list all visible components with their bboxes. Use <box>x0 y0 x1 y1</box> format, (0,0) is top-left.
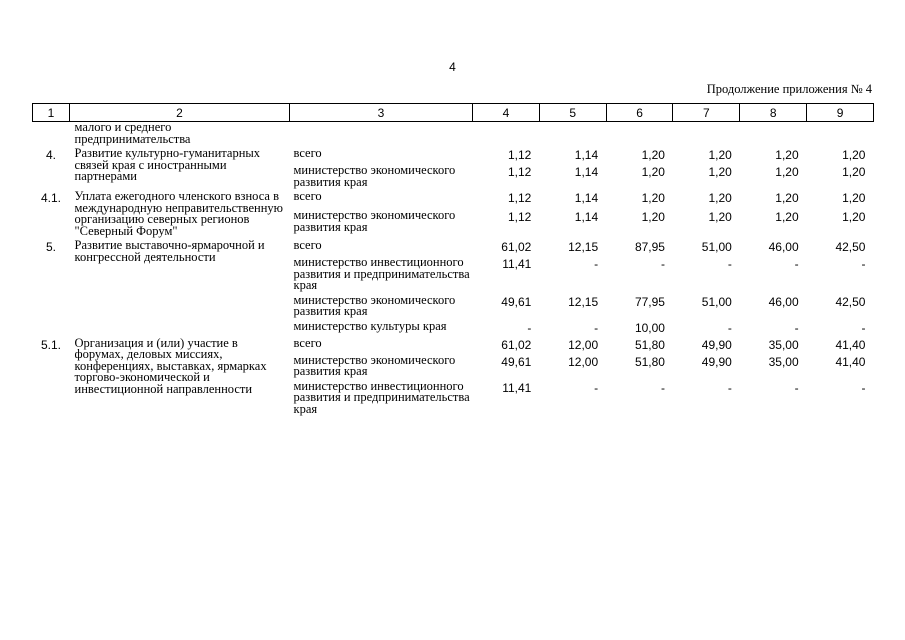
row-value: 1,12 <box>507 210 532 225</box>
row-value: 11,41 <box>502 380 532 395</box>
table-row <box>33 237 874 254</box>
row-value: - <box>594 257 599 271</box>
row-value <box>673 122 740 146</box>
row-value: 87,95 <box>634 240 665 254</box>
header-col: 2 <box>70 104 290 122</box>
row-value: 1,20 <box>842 191 866 205</box>
table-row <box>33 145 874 162</box>
row-value: 12,15 <box>568 294 599 309</box>
header-col: 5 <box>539 104 606 122</box>
row-source: министерство экономического развития края <box>293 292 456 318</box>
header-col: 9 <box>807 104 874 122</box>
header-col: 7 <box>673 104 740 122</box>
row-value: - <box>794 320 799 335</box>
row-value: 49,90 <box>701 354 732 369</box>
row-value: 35,00 <box>768 337 799 352</box>
row-source: всего <box>293 335 322 350</box>
row-value: 1,12 <box>507 165 532 179</box>
row-value: - <box>861 320 866 335</box>
header-col: 4 <box>473 104 540 122</box>
row-value: 1,20 <box>775 148 799 162</box>
row-value: - <box>727 380 732 395</box>
row-number: 4.1. <box>40 191 61 205</box>
row-value: 12,00 <box>568 337 599 352</box>
row-source: министерство экономического развития края <box>293 163 456 189</box>
row-value: 1,14 <box>574 210 599 225</box>
page-number: 4 <box>449 60 456 74</box>
row-value: - <box>794 380 799 395</box>
table-row <box>33 335 874 352</box>
row-value: - <box>727 257 732 271</box>
table-body <box>33 122 874 416</box>
row-name: Развитие выставочно-ярмарочной и конгрессной деятельности <box>74 238 265 264</box>
row-value: 51,00 <box>701 294 732 309</box>
row-value: 46,00 <box>768 240 799 254</box>
row-value: 49,90 <box>701 337 732 352</box>
row-value: - <box>660 257 665 271</box>
row-value: 1,20 <box>641 148 665 162</box>
row-value: 12,15 <box>568 240 599 254</box>
row-value: - <box>727 320 732 335</box>
row-value: 12,00 <box>568 354 599 369</box>
row-source <box>290 122 473 146</box>
row-value <box>740 122 807 146</box>
row-value: 1,20 <box>775 191 799 205</box>
row-number: 5.1. <box>40 337 61 352</box>
row-value: 1,20 <box>708 210 732 225</box>
row-source: всего <box>293 146 322 160</box>
row-value: 41,40 <box>835 337 866 352</box>
row-value: 1,20 <box>775 210 799 225</box>
row-value: 51,00 <box>701 240 732 254</box>
row-value <box>606 122 673 146</box>
row-number <box>33 122 70 146</box>
row-value: 1,14 <box>574 191 599 205</box>
row-value: 1,20 <box>842 165 866 179</box>
row-number: 5. <box>45 240 56 254</box>
row-value: 61,02 <box>501 337 532 352</box>
row-name: Уплата ежегодного членского взноса в международную неправительственную организацию северных регионов "Северный Форум" <box>74 189 283 238</box>
row-value: 51,80 <box>634 354 665 369</box>
row-value: 1,20 <box>641 210 665 225</box>
row-name: малого и среднего предпринимательства <box>74 120 191 146</box>
header-col: 8 <box>740 104 807 122</box>
header-col: 3 <box>290 104 473 122</box>
row-value: - <box>594 320 599 335</box>
row-value: - <box>527 320 532 335</box>
row-value: 41,40 <box>835 354 866 369</box>
row-value <box>473 122 540 146</box>
table-row <box>33 188 874 207</box>
row-name: Развитие культурно-гуманитарных связей края с иностранными партнерами <box>74 146 261 183</box>
row-value: 1,20 <box>775 165 799 179</box>
row-value: - <box>660 380 665 395</box>
row-value: 1,14 <box>574 148 599 162</box>
row-source: министерство экономического развития края <box>293 208 456 234</box>
row-value: 1,20 <box>842 148 866 162</box>
row-value: 49,61 <box>501 354 532 369</box>
row-value: 1,20 <box>641 191 665 205</box>
row-value: 51,80 <box>634 337 665 352</box>
row-value: 1,20 <box>708 148 732 162</box>
row-source: всего <box>293 238 322 252</box>
budget-table <box>32 103 874 415</box>
row-value: 1,20 <box>708 165 732 179</box>
row-source: министерство инвестиционного развития и предпринимательства края <box>293 378 470 416</box>
row-value: 61,02 <box>501 240 532 254</box>
header-row <box>33 104 874 122</box>
row-source: министерство экономического развития края <box>293 352 456 378</box>
row-source: министерство инвестиционного развития и предпринимательства края <box>293 255 470 292</box>
row-value: - <box>794 257 799 271</box>
header-col: 1 <box>33 104 70 122</box>
row-value: 35,00 <box>768 354 799 369</box>
row-value <box>539 122 606 146</box>
row-value: - <box>861 257 866 271</box>
row-value: 1,20 <box>641 165 665 179</box>
row-value: 1,12 <box>507 148 532 162</box>
row-value: 1,12 <box>507 191 532 205</box>
row-value: 1,20 <box>708 191 732 205</box>
row-number: 4. <box>45 148 56 162</box>
row-value: - <box>861 380 866 395</box>
row-value: - <box>594 380 599 395</box>
row-value: 49,61 <box>501 294 532 309</box>
row-source: всего <box>293 189 322 203</box>
header-col: 6 <box>606 104 673 122</box>
row-value: 1,20 <box>842 210 866 225</box>
row-source: министерство культуры края <box>293 318 447 333</box>
row-value: 42,50 <box>835 294 866 309</box>
row-value: 10,00 <box>634 320 665 335</box>
row-value <box>807 122 874 146</box>
row-name: Организация и (или) участие в форумах, деловых миссиях, конференциях, выставках, ярмарках торгово-экономической и инвестиционной направленности <box>74 335 267 396</box>
row-value: 77,95 <box>634 294 665 309</box>
row-value: 1,14 <box>574 165 599 179</box>
row-value: 42,50 <box>835 240 866 254</box>
row-value: 11,41 <box>502 257 532 271</box>
table-row <box>33 122 874 146</box>
row-value: 46,00 <box>768 294 799 309</box>
continuation-label: Продолжение приложения № 4 <box>706 82 872 96</box>
